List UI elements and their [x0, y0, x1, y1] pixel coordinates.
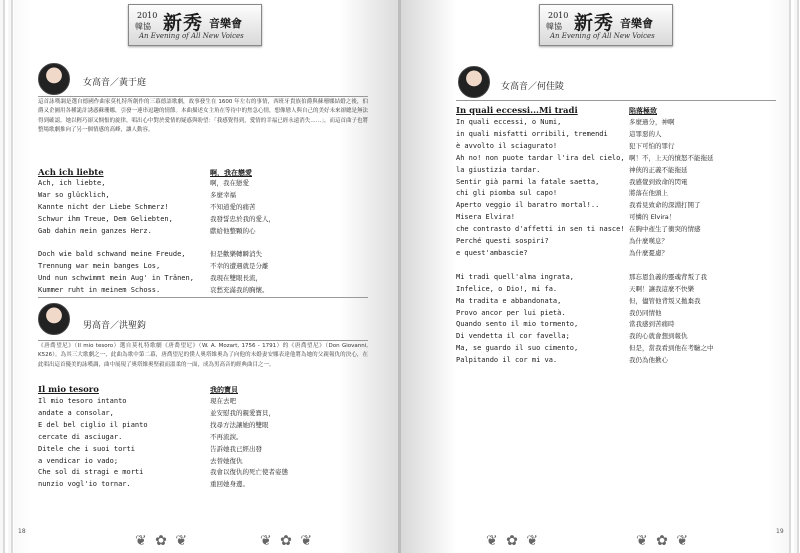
aria-title-cn: 啊，我在戀愛	[210, 169, 252, 177]
aria-title: Il mio tesoro	[38, 385, 99, 395]
intro-text: 《唐喬望尼》（Il mio tesoro）選自莫札特歌劇《唐喬望尼》（W. A. Mozart, 1756 - 1791）的《唐喬望尼》（Don Giovanni, K526）。為其三大歌劇之一，此曲為歌中第二幕，唐喬望尼的僕人奧塔維奧為了向他的未婚妻安娜表達他將為她的父親報仇的決心，在此唱出這首優美的詠嘆調，曲中展現了奧塔維奧堅毅而溫柔的一面，成為男高音的經典曲目之一。	[38, 343, 368, 368]
divider	[38, 96, 368, 97]
singer-name: 女高音／黃于庭	[83, 78, 147, 88]
lyrics-translation: 多麼過分，神啊 這罪惡的人 犯下可怕的罪行 啊！不，上天的憤怒不能拖延 神俠的正義不能拖延 我感覺到致命的閃電 將落在他頭上 我看見致命的深淵打開了 可憐的 Elvira！ 在胸中產生了衝突的情感 為什麼嘆息？ 為什麼憂慮？ 那忘恩負義的靈魂背叛了我 天啊！讓我這麼不快樂 但，儘管他背叛又拋棄我 我仍同情他 當我感到苦痛時 我的心就會想到報仇 但是，當我看到他在考驗之中 我仍為他揪心	[629, 118, 714, 365]
ornament-icon: ❦ ✿ ❦	[135, 533, 190, 549]
banner-english: An Evening of All New Voices	[550, 32, 655, 40]
divider	[38, 297, 368, 298]
banner-english: An Evening of All New Voices	[139, 32, 244, 40]
banner-year: 2010	[548, 11, 569, 20]
aria-title-cn: 我的寶貝	[210, 386, 238, 394]
aria-title: Ach ich liebte	[38, 168, 104, 178]
aria-title-cn: 陷落極致	[629, 107, 657, 115]
singer-photo	[38, 63, 70, 95]
curtain-drape	[786, 0, 800, 553]
singer-photo	[38, 303, 70, 335]
divider	[38, 340, 368, 341]
banner-title: 新秀	[163, 12, 204, 34]
banner-concert: 音樂會	[620, 17, 653, 30]
divider	[456, 100, 776, 101]
curtain-drape	[0, 0, 14, 553]
banner-title: 新秀	[574, 12, 615, 34]
page-number: 19	[776, 528, 784, 535]
banner-concert: 音樂會	[209, 17, 242, 30]
concert-banner	[539, 4, 673, 46]
lyrics-translation: 啊，我在戀愛 多麼幸福 不知道愛的痛苦 我發誓忠於我的愛人， 獻給他整顆的心 但是歡樂轉瞬消失 不幸的遭遇就是分離 我現在雙眼長流， 哀愁充滿我的胸懷。	[210, 179, 275, 295]
ornament-icon: ❦ ✿ ❦	[636, 533, 691, 549]
concert-banner	[128, 4, 262, 46]
singer-name: 女高音／何佳陵	[501, 82, 565, 92]
page-number: 18	[18, 528, 26, 535]
singer-name: 男高音／洪聖鈞	[83, 321, 147, 331]
ornament-icon: ❦ ✿ ❦	[260, 533, 315, 549]
lyrics-translation: 現在去吧 並安慰我的親愛寶貝， 找尋方法讓她的雙眼 不再流淚。 告訴她我已經出發 去替她復仇 我會以復仇的死亡使者姿態 重回她身邊。	[210, 397, 288, 489]
ornament-icon: ❦ ✿ ❦	[486, 533, 541, 549]
aria-title: In quali eccessi...Mi tradi	[456, 106, 578, 116]
lyrics-original: Ach, ich liebte, War so glücklich, Kannte nicht der Liebe Schmerz! Schwur ihm Treue, Dem Geliebten, Gab dahin mein ganzes Herz. Doch wie bald schwand meine Freude, Trennung war mein banges Los, Und nun schwimmt mein Aug' in Tränen, Kummer ruht in meinem Schoss.	[38, 179, 194, 295]
singer-photo	[458, 66, 490, 98]
lyrics-original: Il mio tesoro intanto andate a consolar, E del bel ciglio il pianto cercate di asciugar. Ditele che i suoi torti a vendicar io vado; Che sol di stragi e morti nunzio vogl'io tornar.	[38, 397, 148, 489]
banner-tag: 韓協	[135, 22, 151, 31]
left-page	[0, 0, 399, 553]
banner-tag: 韓協	[546, 22, 562, 31]
lyrics-original: In quali eccessi, o Numi, in quali misfatti orribili, tremendi è avvolto il sciagurato! Ah no! non puote tardar l'ira del cielo, la giustizia tardar. Sentir già parmi la fatale saetta, chi gli piomba sul capo! Aperto veggio il baratro mortal!.. Misera Elvira! che contrasto d'affetti in sen ti nasce! Perché questi sospiri? e quest'ambascie? Mi tradì quell'alma ingrata, Infelice, o Dio!, mi fa. Ma tradita e abbandonata, Provo ancor per lui pietà. Quando sento il mio tormento, Di vendetta il cor favella; Ma, se guardo il suo cimento, Palpitando il cor mi va.	[456, 118, 625, 365]
intro-text: 這首詠嘆調是選自德國作曲家莫札特所創作的三幕德語歌劇，故事發生在 1600 年左右的事情，西班牙貴族伯爵與蘇珊娜結婚之後，伯爵又企圖用各種詭計誘惑蘇珊娜，引發一連串逗趣的情節。本曲描述女主角在等待中的焦急心情，想像戀人與自己的美好未來卻總是無法得到確認。她以輕巧卻又惆悵的旋律，唱出心中對於愛情的疑惑與盼望：「我感覺得到，愛情的幸福已經永遠消失……」，而這首曲子也將整場歌劇推向了另一個情感的高峰，讓人動容。	[38, 99, 369, 133]
banner-year: 2010	[137, 11, 158, 20]
right-page	[401, 0, 800, 553]
